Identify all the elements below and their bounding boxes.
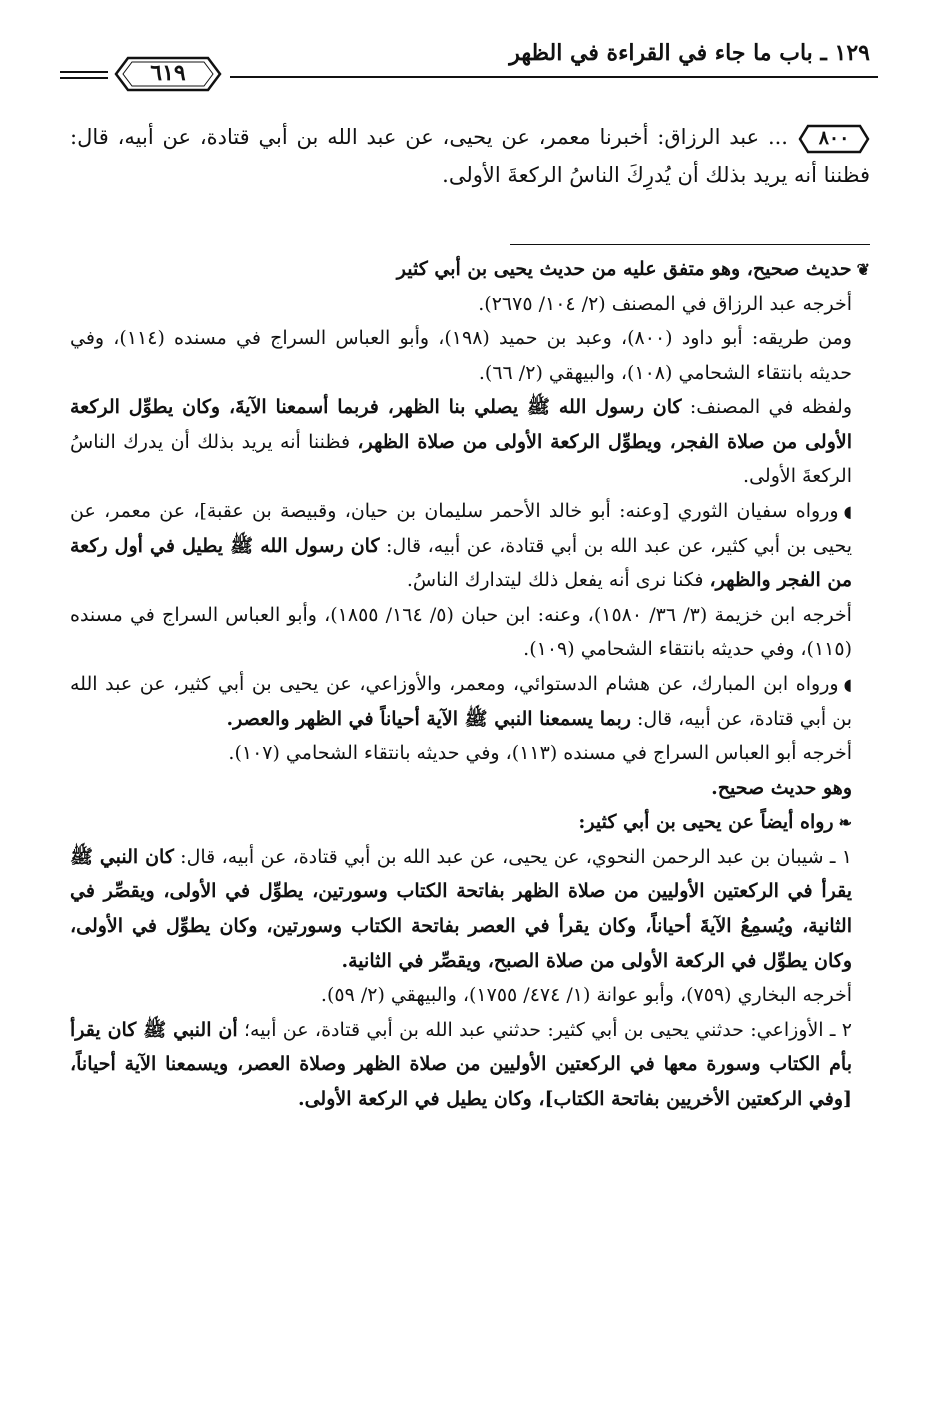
text-span: ورواه ابن المبارك، عن هشام الدستوائي، ومعمر، والأوزاعي، عن يحيى بن أبي كثير، عن عبد الله بن أبي قتادة، عن أبيه، قال: [70,672,852,730]
commentary [70,252,870,1116]
commentary-paragraph: وهو حديث صحيح. [711,776,852,799]
text-span: ورواه سفيان الثوري [وعنه: أبو خالد الأحمر سليمان بن حيان، وقبيصة بن عقبة]، عن معمر، عن يحيى بن أبي كثير، عن عبد الله بن أبي قتادة، عن أبيه، قال: [70,500,852,557]
header-rule [230,76,878,78]
grade-heading [70,252,870,287]
chapter-title: ١٢٩ ـ باب ما جاء في القراءة في الظهر [509,40,870,66]
commentary-paragraph: أخرجه عبد الرزاق في المصنف (٢/ ١٠٤/ ٢٦٧٥). [478,292,852,315]
commentary-paragraph: ومن طريقه: أبو داود (٨٠٠)، وعبد بن حميد (١٩٨)، وأبو العباس السراج في مسنده (١١٤)، وفي حديثه بانتقاء الشحامي (١٠٨)، والبيهقي (٢/ ٦٦). [70,327,852,384]
header-rule-left-bottom [60,77,108,79]
commentary-paragraph [70,1013,870,1117]
hadith-paragraph [70,118,870,194]
header-rule-left-top [60,71,108,73]
text-span: ولفظه في المصنف: [681,396,853,419]
quoted-text: أن النبي ﷺ كان يقرأ بأم الكتاب وسورة معها في الركعتين الأوليين من صلاة الظهر وصلاة العصر، ويسمعنا الآية أحياناً، [وفي الركعتين الأخريين بفاتحة الكتاب]، وكان يطيل في الركعة الأولى. [70,1018,852,1110]
flower-icon: ❦ [856,260,870,279]
page-header [60,34,878,86]
text-span: فظننا أنه يريد بذلك أن يدرك الناسُ الركعةَ الأولى. [70,430,852,488]
hadith-text [70,118,870,194]
commentary-paragraph: أخرجه البخاري (٧٥٩)، وأبو عوانة (١/ ٤٧٤/ ١٧٥٥)، والبيهقي (٢/ ٥٩). [320,984,852,1007]
hadith-number: ٨٠٠ [818,126,850,149]
commentary-paragraph: أخرجه ابن خزيمة (٣/ ٣٦/ ١٥٨٠)، وعنه: ابن حبان (٥/ ١٦٤/ ١٨٥٥)، وأبو العباس السراج في مسنده (١١٥)، وفي حديثه بانتقاء الشحامي (١٠٩). [70,603,852,661]
quoted-text: كان رسول الله ﷺ يصلي بنا الظهر، فربما أسمعنا الآيةَ، وكان يطوِّل الركعة الأولى من صلاة الفجر، ويطوِّل الركعة الأولى من صلاة الظهر، [70,396,852,453]
footnote-separator [510,244,870,245]
commentary-paragraph [70,667,870,736]
commentary-paragraph [70,390,870,494]
hadith-body: ... عبد الرزاق: أخبرنا معمر، عن يحيى، عن عبد الله بن أبي قتادة، عن أبيه، قال: فظننا أنه يريد بذلك أن يُدرِكَ الناسُ الركعةَ الأولى. [70,125,870,188]
quoted-text: ربما يسمعنا النبي ﷺ الآية أحياناً في الظهر والعصر. [226,707,631,730]
commentary-paragraph [70,840,870,978]
bullet-icon: ◖ [843,502,852,522]
text-span: ١ ـ شيبان بن عبد الرحمن النحوي، عن يحيى، عن عبد الله بن أبي قتادة، عن أبيه، قال: [173,845,852,868]
quoted-text: كان رسول الله ﷺ يطيل في أول ركعة من الفجر والظهر، [70,534,852,592]
leaf-icon: ❧ [838,813,852,833]
commentary-paragraph [70,494,870,598]
text-span: فكنا نرى أنه يفعل ذلك ليتدارك الناسُ. [406,569,710,592]
page-number-badge [114,56,222,92]
commentary-paragraph: أخرجه أبو العباس السراج في مسنده (١١٣)، وفي حديثه بانتقاء الشحامي (١٠٧). [228,742,852,765]
grade-heading-text: حديث صحيح، وهو متفق عليه من حديث يحيى بن أبي كثير [396,258,852,280]
page-number: ٦١٩ [150,60,186,86]
hadith-number-badge [798,124,870,154]
commentary-paragraph [70,805,870,840]
bullet-icon: ◖ [843,674,852,694]
text-span: رواه أيضاً عن يحيى بن أبي كثير: [578,811,834,834]
text-span: ٢ ـ الأوزاعي: حدثني يحيى بن أبي كثير: حدثني عبد الله بن أبي قتادة، عن أبيه؛ [237,1018,852,1041]
quoted-text: كان النبي ﷺ يقرأ في الركعتين الأوليين من صلاة الظهر بفاتحة الكتاب وسورتين، يطوِّل في الأولى، ويقصِّر في الثانية، ويُسمِعُ الآيةَ أحياناً، وكان يقرأ في العصر بفاتحة الكتاب وسورتين، وكان يطوِّل في الأولى، وكان يطوِّل في الركعة الأولى من صلاة الصبح، ويقصِّر في الثانية. [70,845,852,972]
